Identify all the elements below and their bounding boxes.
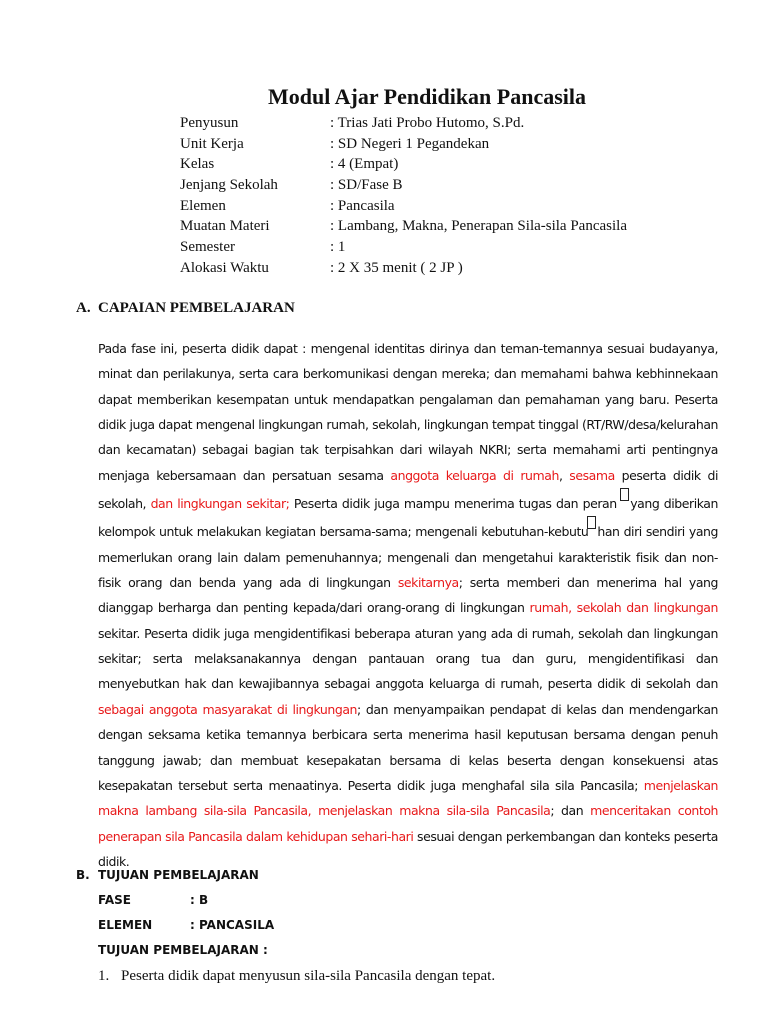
info-value: : 2 X 35 menit ( 2 JP ) xyxy=(330,259,463,276)
highlighted-text: rumah, sekolah dan lingkungan xyxy=(529,600,718,616)
info-value: : Pancasila xyxy=(330,197,395,214)
section-number: B. xyxy=(76,868,90,882)
tujuan-list-item xyxy=(98,968,495,985)
info-row-alokasi-waktu xyxy=(180,258,627,279)
missing-glyph-box xyxy=(620,488,629,501)
paragraph-text: yang diberikan kelompok untuk melakukan kegiatan bersama-sama; mengenali kebutuhan-kebutu xyxy=(98,496,718,540)
info-label: Muatan Materi xyxy=(180,218,270,235)
info-row-muatan-materi xyxy=(180,216,627,237)
info-row-kelas xyxy=(180,154,627,175)
section-number: A. xyxy=(76,300,91,316)
highlighted-text: menjelaskan makna lambang sila-sila Pancasila, menjelaskan makna sila-sila Pancasila xyxy=(98,777,718,819)
capaian-paragraph xyxy=(98,336,718,874)
paragraph-text: ; dan xyxy=(550,803,591,819)
info-label: Unit Kerja xyxy=(180,135,244,152)
elemen-line xyxy=(98,918,274,932)
module-info-table xyxy=(180,113,627,279)
info-value: : SD Negeri 1 Pegandekan xyxy=(330,135,490,152)
info-row-unit-kerja xyxy=(180,134,627,155)
info-label: Kelas xyxy=(180,156,215,173)
section-title: CAPAIAN PEMBELAJARAN xyxy=(98,300,295,316)
highlighted-text: menceritakan contoh penerapan sila Pancasila dalam kehidupan sehari-hari xyxy=(98,803,719,844)
fase-value: : B xyxy=(190,893,209,907)
info-value: : Trias Jati Probo Hutomo, S.Pd. xyxy=(330,115,525,131)
elemen-label: ELEMEN xyxy=(98,918,153,932)
info-label: Semester xyxy=(180,239,235,256)
fase-label: FASE xyxy=(98,893,131,907)
highlighted-text: anggota keluarga di rumah xyxy=(390,467,559,483)
info-row-elemen xyxy=(180,196,627,217)
paragraph-text: Pada fase ini, peserta didik dapat : mengenal identitas dirinya dan teman-temannya sesuai budayanya, minat dan perilakunya, serta cara berkomunikasi dengan mereka; dan memahami bahwa kebhinnekaan dapat memberikan kesempatan untuk mendapatkan pengalaman dan pemahaman yang baru. Peserta didik juga dapat mengenal lingkungan rumah, sekolah, lingkungan tempat tinggal (RT/RW/desa/kelurahan dan kecamatan) sebagai bagian tak terpisahkan dari wilayah NKRI; serta memahami arti pentingnya menjaga kebersamaan dan persatuan sesama xyxy=(98,341,718,483)
info-label: Alokasi Waktu xyxy=(180,259,269,276)
list-number: 1. xyxy=(98,968,110,984)
paragraph-text: han diri sendiri yang memerlukan orang lain dalam pemenuhannya; mengenali dan mengetahui karakteristik fisik dan non-fisik orang dan benda yang ada di lingkungan xyxy=(98,524,718,591)
info-value: : 1 xyxy=(330,239,346,256)
paragraph-text: , xyxy=(558,467,570,483)
info-row-jenjang-sekolah xyxy=(180,175,627,196)
info-value: : SD/Fase B xyxy=(330,177,403,194)
info-value: : Lambang, Makna, Penerapan Sila-sila Pancasila xyxy=(330,218,627,235)
info-row-penyusun xyxy=(180,113,627,134)
highlighted-text: sesama xyxy=(569,467,615,483)
fase-line xyxy=(98,893,208,907)
list-text: Peserta didik dapat menyusun sila-sila Pancasila dengan tepat. xyxy=(121,968,496,984)
paragraph-text: peserta didik di sekolah, xyxy=(98,467,718,512)
missing-glyph-box xyxy=(587,516,596,529)
paragraph-text: sesuai dengan perkembangan dan konteks peserta didik. xyxy=(98,828,719,869)
info-label: Penyusun xyxy=(180,115,239,131)
paragraph-text: ; serta memberi dan menerima hal yang dianggap berharga dan penting kepada/dari orang-orang di lingkungan xyxy=(98,575,718,616)
info-label: Elemen xyxy=(180,197,226,214)
info-value: : 4 (Empat) xyxy=(330,156,399,173)
paragraph-text: ; dan menyampaikan pendapat di kelas dan mendengarkan dengan seksama ketika temannya berbicara serta menerima hasil keputusan bersama dengan penuh tanggung jawab; dan membuat kesepakatan bersama di kelas beserta dengan konsekuensi atas kesepakatan tersebut serta menaatinya. Peserta didik juga menghafal sila sila Pancasila; xyxy=(98,701,718,793)
highlighted-text: dan lingkungan sekitar; xyxy=(150,496,290,512)
tujuan-label: TUJUAN PEMBELAJARAN : xyxy=(98,943,268,957)
paragraph-text: Peserta didik juga mampu menerima tugas dan peran xyxy=(289,496,622,512)
paragraph-text: sekitar. Peserta didik juga mengidentifikasi beberapa aturan yang ada di rumah, sekolah dan lingkungan sekitar; serta melaksanakannya dengan pantauan orang tua dan guru, mengidentifikasi dan menyebutkan hak dan kewajibannya sebagai anggota keluarga di rumah, peserta didik di sekolah dan xyxy=(98,625,718,692)
section-a-heading xyxy=(76,300,295,317)
highlighted-text: sekitarnya xyxy=(397,575,459,591)
info-row-semester xyxy=(180,237,627,258)
section-title: TUJUAN PEMBELAJARAN xyxy=(98,868,259,882)
document-title: Modul Ajar Pendidikan Pancasila xyxy=(267,84,587,109)
highlighted-text: sebagai anggota masyarakat di lingkungan xyxy=(98,701,358,717)
info-label: Jenjang Sekolah xyxy=(180,177,278,194)
section-b-heading xyxy=(76,868,259,882)
elemen-value: : PANCASILA xyxy=(190,918,275,932)
